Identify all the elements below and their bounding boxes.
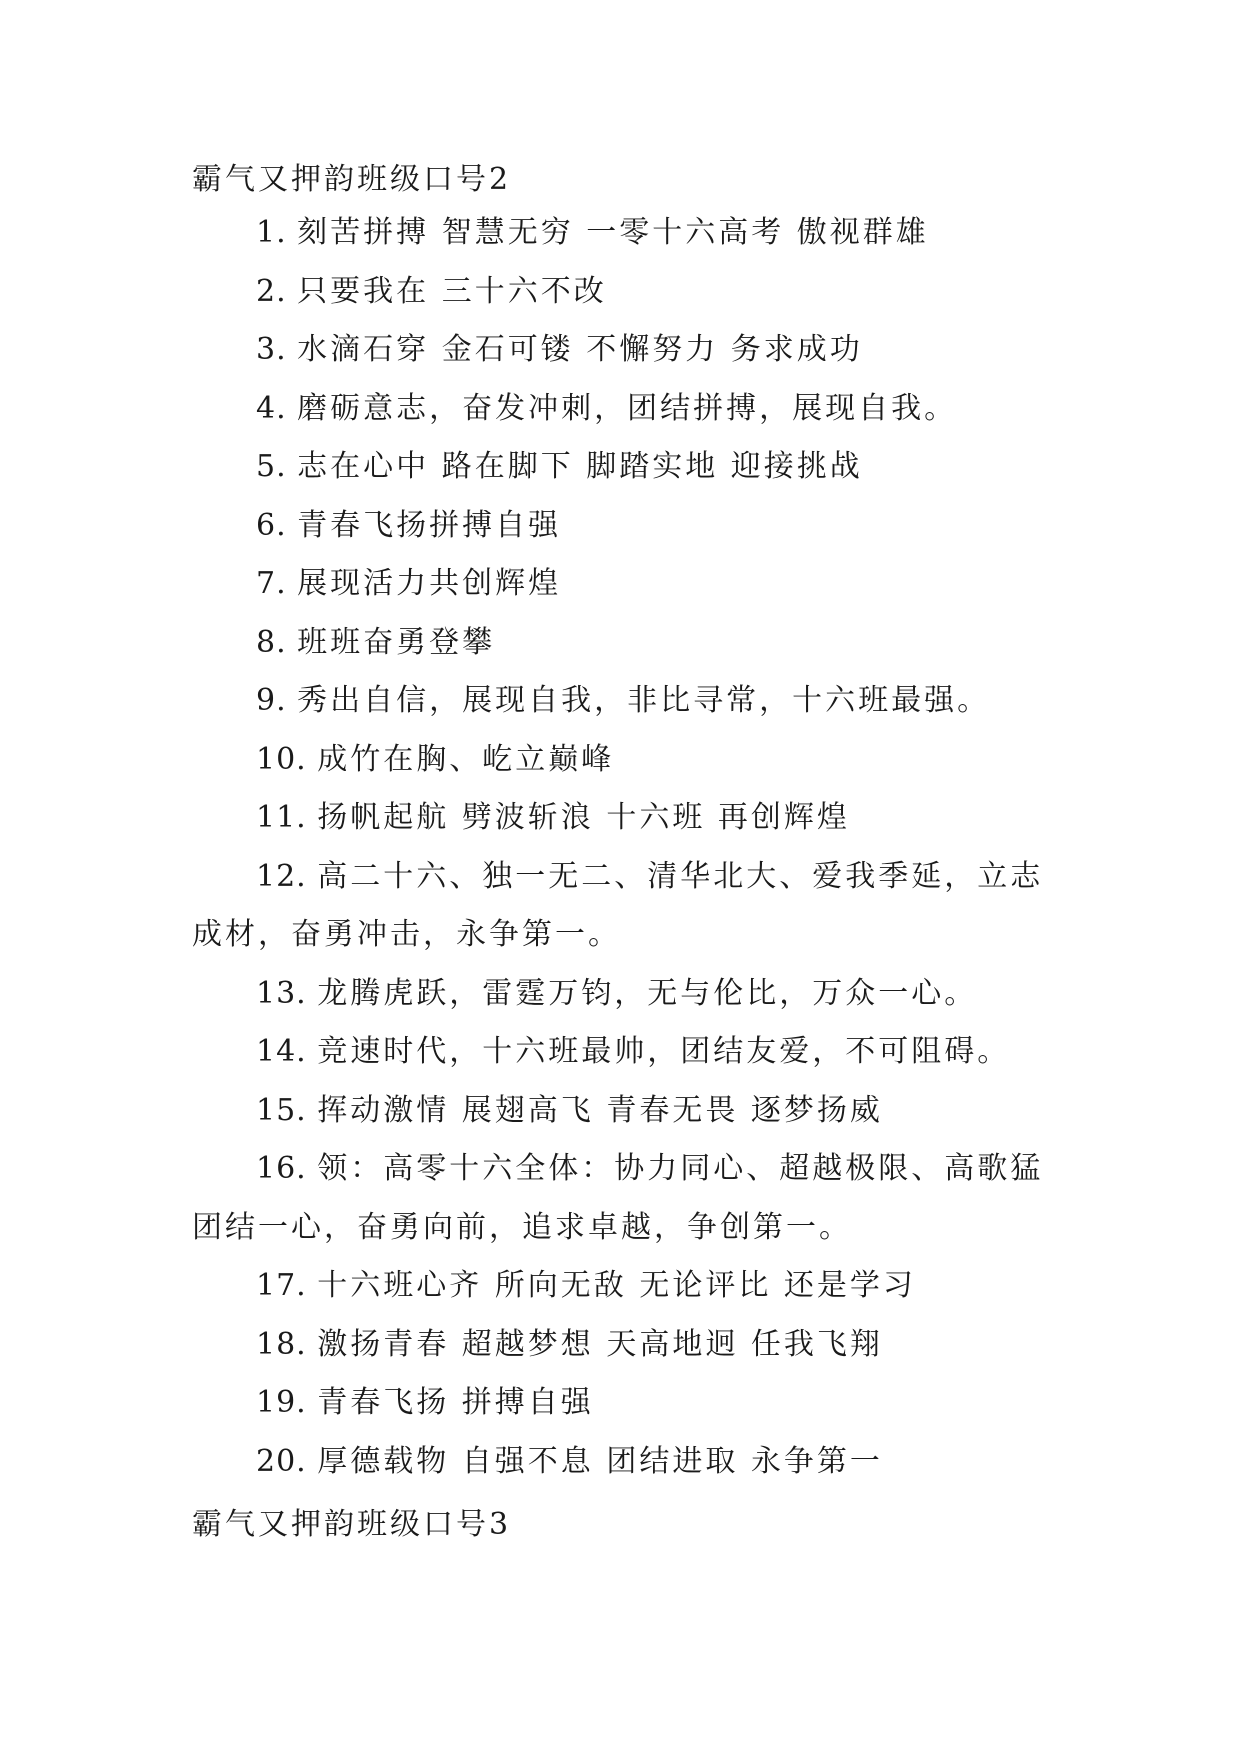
- item-text: 刻苦拼搏 智慧无穷 一零十六高考 傲视群雄: [297, 215, 929, 250]
- item-number: 14.: [256, 1034, 307, 1069]
- item-text: 水滴石穿 金石可镂 不懈努力 务求成功: [297, 332, 863, 367]
- item-text: 班班奋勇登攀: [297, 624, 496, 660]
- list-item: [192, 1374, 1052, 1433]
- item-number: 20.: [256, 1443, 307, 1479]
- item-number: 11.: [256, 800, 307, 835]
- item-text: 扬帆起航 劈波斩浪 十六班 再创辉煌: [317, 800, 850, 835]
- item-text: 龙腾虎跃，雷霆万钧，无与伦比，万众一心。: [317, 975, 978, 1011]
- item-text: 十六班心齐 所向无敌 无论评比 还是学习: [317, 1268, 916, 1303]
- list-item: [192, 672, 1052, 731]
- list-item: [192, 731, 1052, 790]
- item-text: 展现活力共创辉煌: [297, 566, 562, 601]
- item-number: 2.: [256, 273, 287, 309]
- item-text: 青春飞扬 拼搏自强: [317, 1385, 594, 1420]
- item-number: 3.: [256, 332, 287, 367]
- item-text: 只要我在 三十六不改: [297, 273, 607, 309]
- item-text: 领：高零十六全体：协力同心、超越极限、高歌猛团结一心，奋勇向前，追求卓越，争创第一。: [192, 1151, 1044, 1245]
- item-number: 19.: [256, 1385, 307, 1420]
- list-item: [192, 555, 1052, 614]
- item-text: 厚德载物 自强不息 团结进取 永争第一: [317, 1443, 883, 1479]
- item-number: 1.: [256, 215, 287, 250]
- item-number: 17.: [256, 1268, 307, 1303]
- item-number: 4.: [256, 390, 287, 426]
- item-number: 9.: [256, 683, 287, 718]
- slogan-list: [192, 204, 1052, 1491]
- item-number: 6.: [256, 507, 287, 543]
- list-item: [192, 1082, 1052, 1141]
- item-text: 挥动激情 展翅高飞 青春无畏 逐梦扬威: [317, 1092, 883, 1128]
- item-number: 18.: [256, 1326, 307, 1362]
- item-number: 8.: [256, 624, 287, 660]
- list-item: [192, 1433, 1052, 1492]
- list-item: [192, 497, 1052, 556]
- item-text: 竞速时代，十六班最帅，团结友爱，不可阻碍。: [317, 1034, 1011, 1069]
- item-text: 磨砺意志，奋发冲刺，团结拼搏，展现自我。: [297, 390, 958, 426]
- item-text: 志在心中 路在脚下 脚踏实地 迎接挑战: [297, 449, 863, 484]
- list-item: [192, 204, 1052, 263]
- list-item: [192, 380, 1052, 439]
- section-heading-3: 霸气又押韵班级口号3: [192, 1507, 512, 1542]
- list-item: [192, 1316, 1052, 1375]
- list-item: [192, 614, 1052, 673]
- list-item: [192, 263, 1052, 322]
- list-item: [192, 1257, 1052, 1316]
- list-item: [192, 1023, 1052, 1082]
- item-number: 12.: [256, 858, 307, 894]
- list-item: [192, 965, 1052, 1024]
- item-number: 7.: [256, 566, 287, 601]
- item-text: 秀出自信，展现自我，非比寻常，十六班最强。: [297, 683, 991, 718]
- item-text: 激扬青春 超越梦想 天高地迥 任我飞翔: [317, 1326, 883, 1362]
- item-number: 16.: [256, 1151, 307, 1186]
- item-number: 13.: [256, 975, 307, 1011]
- list-item: [192, 848, 1052, 965]
- item-number: 10.: [256, 741, 307, 777]
- list-item: [192, 321, 1052, 380]
- list-item: [192, 1140, 1052, 1257]
- item-text: 高二十六、独一无二、清华北大、爱我季延，立志成材，奋勇冲击，永争第一。: [192, 858, 1044, 952]
- list-item: [192, 438, 1052, 497]
- item-text: 青春飞扬拼搏自强: [297, 507, 562, 543]
- list-item: [192, 789, 1052, 848]
- section-heading-2: 霸气又押韵班级口号2: [192, 162, 512, 197]
- document-page: [192, 160, 1052, 1545]
- item-number: 5.: [256, 449, 287, 484]
- item-number: 15.: [256, 1092, 307, 1128]
- item-text: 成竹在胸、屹立巅峰: [317, 741, 615, 777]
